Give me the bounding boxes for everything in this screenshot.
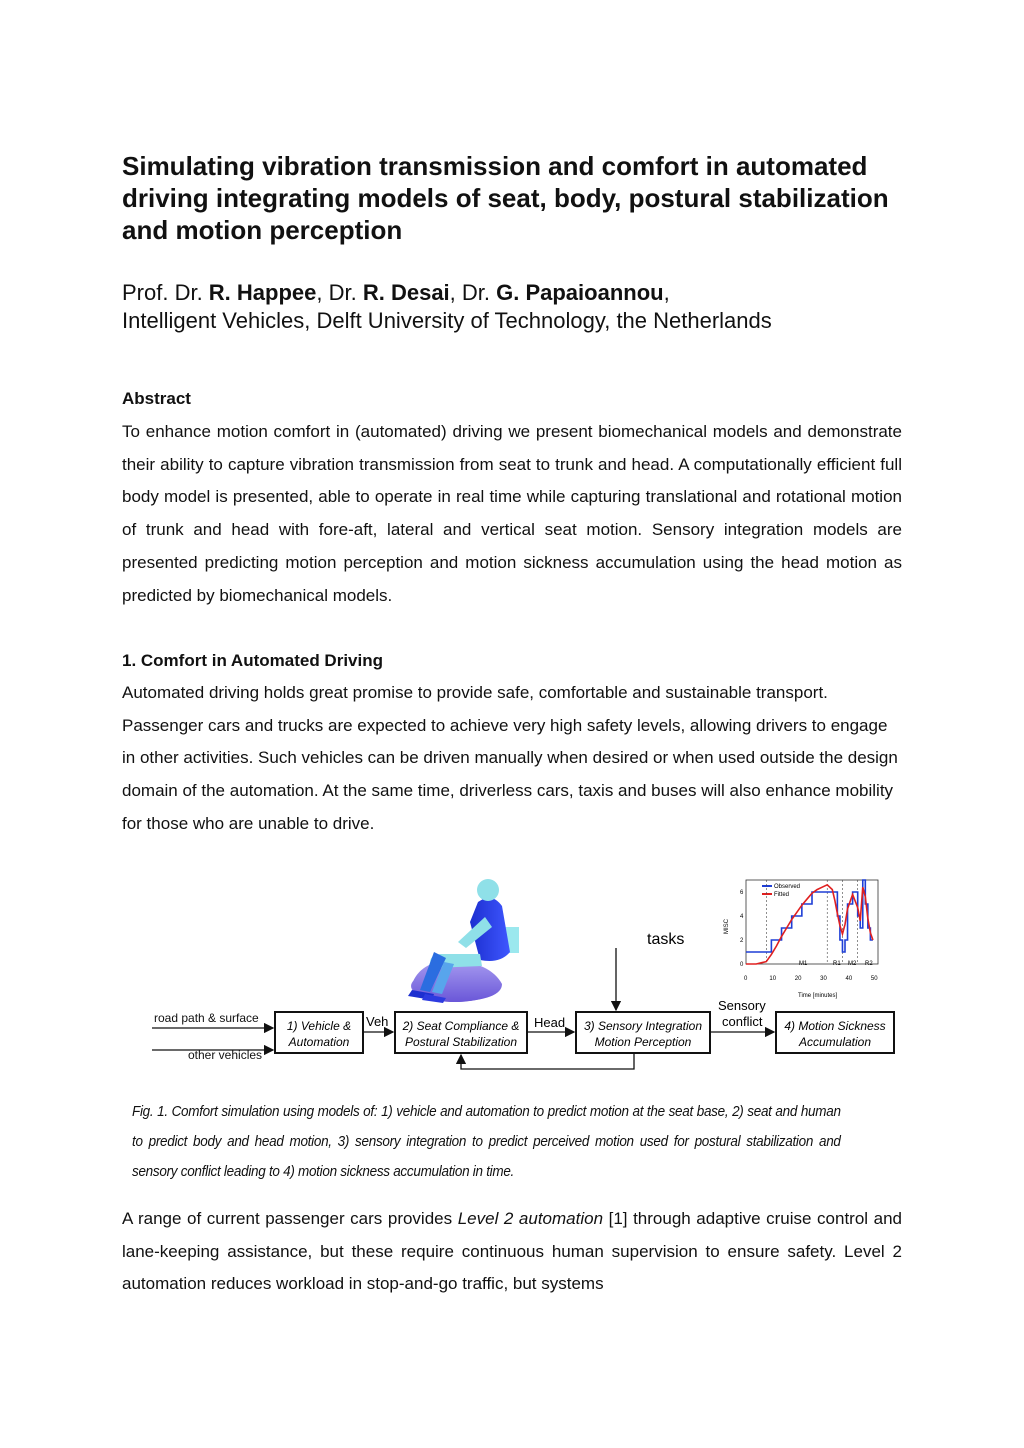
seated-human-illustration <box>408 879 519 1003</box>
affiliation: Intelligent Vehicles, Delft University of Technology, the Netherlands <box>122 308 772 333</box>
x-tick-label: 20 <box>794 976 802 982</box>
arrow-label-veh: Veh <box>366 1014 389 1029</box>
model-box-seat <box>395 1012 527 1053</box>
body-text: A range of current passenger cars provides <box>122 1209 458 1228</box>
box-label: Motion Perception <box>594 1035 692 1049</box>
arrow-label-head: Head <box>534 1015 566 1030</box>
x-tick-label: 0 <box>744 976 748 982</box>
x-tick-label: 40 <box>845 976 853 982</box>
author-prefix: , Dr. <box>449 280 497 305</box>
model-box-sensory <box>576 1012 710 1053</box>
y-tick-label: 4 <box>740 914 744 920</box>
author-prefix: , Dr. <box>316 280 363 305</box>
chart-ylabel: MISC <box>724 919 730 934</box>
author-prefix: Prof. Dr. <box>122 280 209 305</box>
abstract-heading: Abstract <box>122 389 191 408</box>
body-text: [1] through adaptive cruise control and lane-keeping assistance, but these require continuous human supervision to ensure safety. Level 2 automation reduces workload in stop-and-go traffic, but systems <box>122 1209 903 1294</box>
box-label: Postural Stabilization <box>404 1035 518 1049</box>
figure-1 <box>150 872 900 1072</box>
section-text: Automated driving holds great promise to provide safe, comfortable and sustainable transport. Passenger cars and trucks are expected to achieve very high safety levels, allowing drivers to engage in other activities. Such vehicles can be driven manually when desired or when used outside the design domain of the automation. At the same time, driverless cars, taxis and buses will also enhance mobility for those who are unable to drive. <box>122 683 898 833</box>
x-tick-label: 50 <box>870 976 878 982</box>
abstract-text: To enhance motion comfort in (automated) driving we present biomechanical models and demonstrate their ability to capture vibration transmission from seat to trunk and head. A computationally efficient full body model is presented, able to operate in real time while capturing translational and rotational motion of trunk and head with fore-aft, lateral and vertical seat motion. Sensory integration models are presented predicting motion perception and motion sickness accumulation using the head motion as predicted by biomechanical models. <box>122 422 902 605</box>
body-paragraph <box>122 1203 902 1301</box>
legend-fitted: Fitted <box>774 892 790 898</box>
figure-1-diagram <box>150 872 900 1072</box>
box-label: 2) Seat Compliance & <box>402 1019 520 1033</box>
body-emphasis: Level 2 automation <box>457 1209 604 1228</box>
phase-label: R1 <box>833 961 841 967</box>
section-heading: 1. Comfort in Automated Driving <box>122 651 383 670</box>
y-tick-label: 0 <box>740 962 744 968</box>
arrow-label-tasks: tasks <box>647 931 685 948</box>
author-separator: , <box>663 280 670 305</box>
arrow-label-sensory: Sensory <box>718 998 766 1013</box>
author-name: G. Papaioannou <box>496 280 664 305</box>
misc-chart <box>724 880 878 999</box>
phase-label: R2 <box>865 961 873 967</box>
chart-xlabel: Time [minutes] <box>798 993 838 999</box>
y-tick-label: 2 <box>740 938 744 944</box>
input-label-vehicles: other vehicles <box>188 1048 263 1062</box>
x-tick-label: 10 <box>769 976 777 982</box>
box-label: Automation <box>288 1035 350 1049</box>
author-name: R. Happee <box>208 280 317 305</box>
input-label-road: road path & surface <box>154 1011 259 1025</box>
figure-caption: Fig. 1. Comfort simulation using models of: 1) vehicle and automation to predict motion at the seat base, 2) seat and human to predict body and head motion, 3) sensory integration to predict perceived motion used for postural stabilization and sensory conflict leading to 4) motion sickness accumulation in time. <box>132 1103 841 1180</box>
box-label: 3) Sensory Integration <box>583 1019 703 1033</box>
phase-label: M2 <box>848 961 857 967</box>
phase-label: M1 <box>799 961 808 967</box>
paper-title: Simulating vibration transmission and comfort in automated driving integrating models of seat, body, postural stabilization and motion perception <box>122 151 889 245</box>
y-tick-label: 6 <box>740 890 744 896</box>
legend-observed: Observed <box>774 884 801 890</box>
box-label: 1) Vehicle & <box>286 1019 352 1033</box>
authors-block <box>122 279 902 335</box>
box-label: 4) Motion Sickness <box>784 1019 886 1033</box>
author-name: R. Desai <box>362 280 450 305</box>
box-label: Accumulation <box>798 1035 872 1049</box>
arrow-label-conflict: conflict <box>722 1014 763 1029</box>
model-box-vehicle <box>275 1012 363 1053</box>
x-tick-label: 30 <box>820 976 827 982</box>
feedback-arrow <box>461 1053 634 1069</box>
head <box>477 879 499 901</box>
model-box-sickness <box>776 1012 894 1053</box>
